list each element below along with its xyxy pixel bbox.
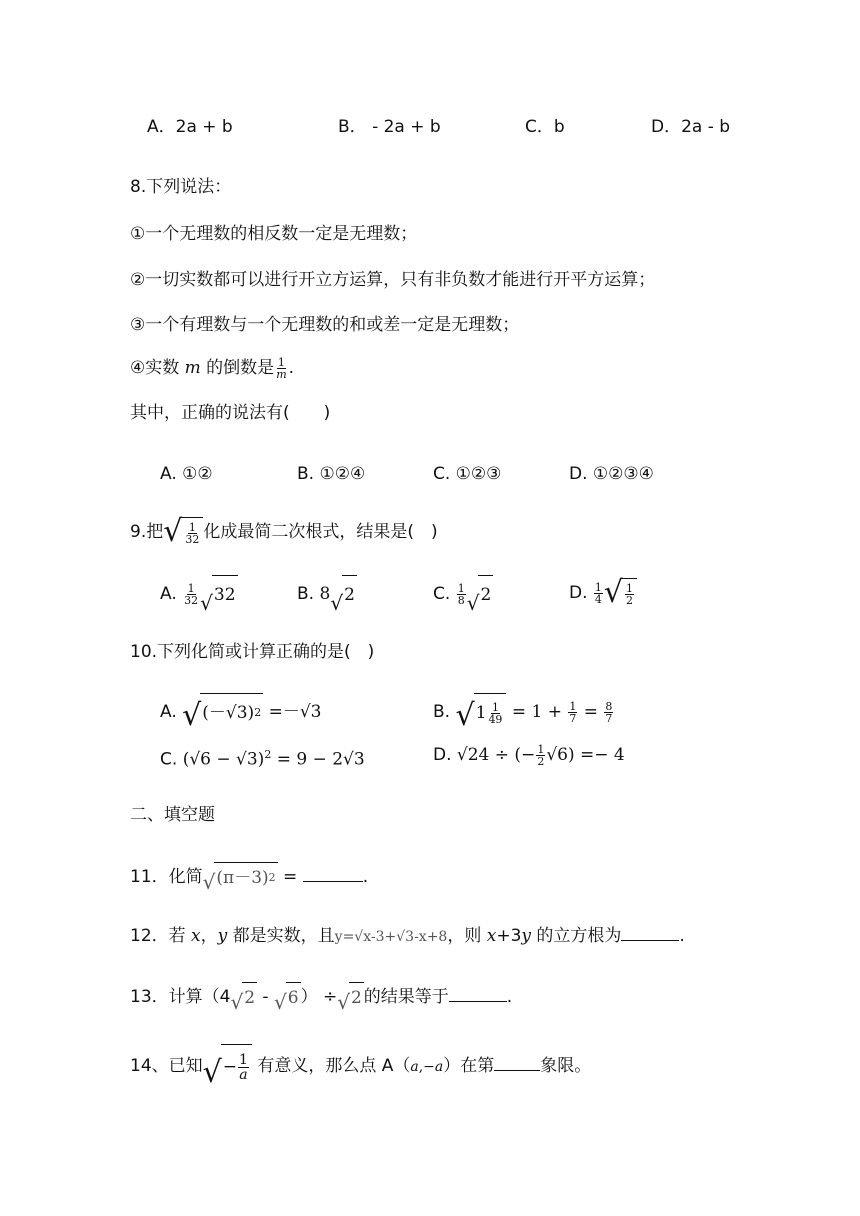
q8-option-d: D. ①②③④ [569, 464, 654, 484]
q14: 14、已知 √ − $\frac{1}{a}$ 有意义，那么点 A（a,−a）在第 象限。 [130, 1044, 591, 1088]
var-m: m [184, 358, 201, 378]
q8-stem: 8.下列说法： [130, 177, 232, 197]
q9-option-b: B. 8 √ 2 [297, 575, 357, 613]
q11: 11．化简 √ (π－3) 2 = . [130, 862, 368, 892]
q10-option-b: B. √ 1 $\frac{1}{49}$ = 1 + $\frac{1}{7}$ = $\frac{8}{7}$ [433, 693, 614, 731]
q10-option-d: D. √24 ÷ (− $\frac{1}{2}$ √6) =− 4 [433, 742, 625, 768]
answer-blank[interactable] [449, 983, 507, 1002]
answer-blank[interactable] [303, 863, 363, 882]
q9-stem: 9.把 √ $\frac{1}{32}$ 化成最简二次根式，结果是( ) [130, 514, 438, 549]
q8-option-c: C. ①②③ [433, 464, 502, 484]
q8-statement-2: ②一切实数都可以进行开立方运算，只有非负数才能进行开平方运算； [130, 270, 656, 290]
q13: 13．计算（4 √ 2 - √ 6 ） ÷ √ 2 的结果等于 . [130, 982, 512, 1012]
q8-option-a: A. ①② [160, 464, 213, 484]
q12: 12．若 x，y 都是实数，且y=√x-3+√3-x+8，则 x+3y 的立方根为 . [130, 922, 685, 949]
q7-option-c: C．b [525, 117, 565, 137]
q10-option-a: A. √ (－√3) 2 =－√3 [160, 693, 321, 731]
q7-option-b: B． - 2a + b [338, 117, 441, 137]
q7-option-d: D．2a - b [651, 117, 731, 137]
q9-option-a: A. $\frac{1}{32}$ √ 32 [160, 575, 238, 613]
answer-blank[interactable] [621, 922, 679, 941]
q10-stem: 10.下列化简或计算正确的是( ) [130, 642, 375, 662]
fraction-1-over-m: $\frac{1}{m}$ [276, 355, 287, 381]
q8-question: 其中，正确的说法有( ) [130, 403, 331, 423]
q9-option-c: C. $\frac{1}{8}$ √ 2 [433, 575, 493, 613]
equation-y: y=√x-3+√3-x+8 [334, 929, 448, 945]
q8-statement-4: ④实数 m 的倒数是 $\frac{1}{m}$ . [130, 355, 295, 381]
q9-option-d: D. $\frac{1}{4}$ √ $\frac{1}{2}$ [569, 575, 637, 611]
q8-statement-3: ③一个有理数与一个无理数的和或差一定是无理数； [130, 315, 520, 335]
q10-option-c: C. $(√6 - √3)^2 = 9 - 2√3$ [160, 748, 365, 770]
answer-blank[interactable] [494, 1052, 540, 1071]
sqrt-symbol: √ $\frac{1}{32}$ [163, 517, 203, 547]
q8-option-b: B. ①②④ [297, 464, 366, 484]
q8-statement-1: ①一个无理数的相反数一定是无理数； [130, 224, 418, 244]
q7-option-a: A．2a + b [147, 117, 233, 137]
section-title-fill-blank: 二、填空题 [130, 805, 215, 825]
